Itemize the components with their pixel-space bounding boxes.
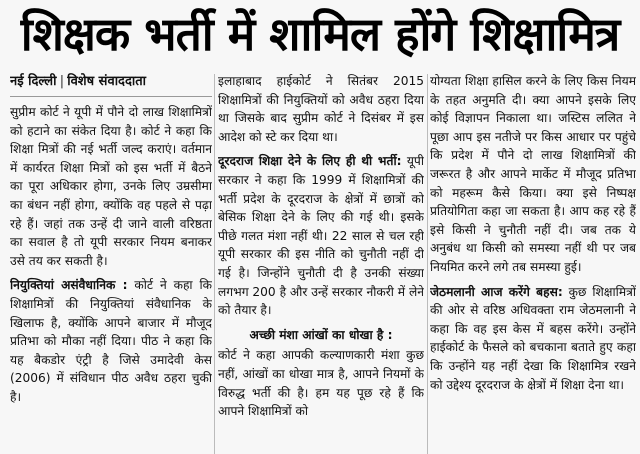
dateline-separator: | bbox=[59, 74, 65, 89]
article-column-2 bbox=[218, 72, 424, 454]
column-divider bbox=[427, 74, 428, 454]
article-column-3 bbox=[430, 72, 636, 454]
paragraph bbox=[218, 152, 424, 319]
column-divider bbox=[214, 74, 215, 454]
paragraph: योग्यता शिक्षा हासिल करने के लिए किस नियम के तहत अनुमति दी। क्या आपने इसके लिए कोई विज्ञापन निकाला था। जस्टिस ललित ने पूछा आप इस नतीजे पर किस आधार पर पहुंचे कि प्रदेश में पौने दो लाख शिक्षामित्रों की जरूरत है और आपने मार्केट में मौजूद प्रतिभा को महरूम कैसे किया। क्या इसे निष्पक्ष प्रतियोगिता कहा जा सकता है। आप कह रहे हैं इसे किसी ने चुनौती नहीं दी। जब तक ये अनुबंध था किसी को समस्या नहीं थी पर जब नियमित करने लगे तब समस्या हुई। bbox=[430, 74, 636, 274]
subheading: जेठमलानी आज करेंगे बहस: bbox=[430, 284, 563, 299]
paragraph bbox=[430, 283, 636, 395]
article-column-1 bbox=[10, 72, 212, 454]
paragraph: इलाहाबाद हाईकोर्ट ने सितंबर 2015 शिक्षामित्रों की नियुक्तियों को अवैध ठहरा दिया था जिसके बाद सुप्रीम कोर्ट ने दिसंबर में इस आदेश को स्टे कर दिया था। bbox=[218, 74, 424, 144]
subheading: अच्छी मंशा आंखों का धोखा है : bbox=[249, 327, 393, 342]
paragraph-text: यूपी सरकार ने कहा कि 1999 में शिक्षामित्रों की भर्ती प्रदेश के दूरदराज के क्षेत्रों में छात्रों को बेसिक शिक्षा देने के लिए की गई थी। इसके पीछे गलत मंशा नहीं थी। 22 साल से चल रही यूपी सरकार की इस नीति को चुनौती नहीं दी गई है। जिन्होंने चुनौती दी है उनकी संख्या लगभग 200 है और उन्हें सरकार नौकरी में लेने को तैयार है। bbox=[218, 154, 424, 318]
paragraph: कोर्ट ने कहा आपकी कल्याणकारी मंशा कुछ नहीं, आंखों का धोखा मात्र है, आपने नियमों के विरुद्ध भर्ती की है। हम यह पूछ रहे हैं कि आपने शिक्षामित्रों को bbox=[218, 348, 424, 419]
subheading: नियुक्तियां असंवैधानिक : bbox=[10, 278, 128, 293]
dateline bbox=[10, 72, 212, 97]
dateline-byline: विशेष संवाददाता bbox=[67, 74, 147, 89]
subheading: दूरदराज शिक्षा देने के लिए ही थी भर्ती: bbox=[218, 154, 402, 169]
paragraph-text: कुछ शिक्षामित्रों की ओर से वरिष्ठ अधिवक्ता राम जेठमलानी ने कहा कि वह इस केस में बहस करेंगे। उन्होंने हाईकोर्ट के फैसले को बचकाना बताते हुए कहा कि उन्होंने यह नहीं देखा कि शिक्षामित्र रखने को उद्देश्य दूरदराज के क्षेत्रों में शिक्षा देना था। bbox=[430, 284, 636, 392]
paragraph-text: कोर्ट ने कहा कि शिक्षामित्रों की नियुक्तियां संवैधानिक के खिलाफ है, क्योंकि आपने बाजार में मौजूद प्रतिभा को मौका नहीं दिया। पीठ ने कहा कि यह बैकडोर एंट्री है जिसे उमादेवी केस (2006) में संविधान पीठ अवैध ठहरा चुकी है। bbox=[10, 278, 212, 404]
paragraph: सुप्रीम कोर्ट ने यूपी में पौने दो लाख शिक्षामित्रों को हटाने का संकेत दिया है। कोर्ट ने कहा कि शिक्षा मित्रों की नई भर्ती जल्द कराएं। वर्तमान में कार्यरत शिक्षा मित्रों को इस भर्ती में बैठने का पूरा अधिकार होगा, उनके लिए उम्रसीमा का बंधन नहीं होगा, क्योंकि वह पहले से पढ़ा रहे हैं। जहां तक उन्हें दी जाने वाली वरिष्ठता का सवाल है तो यूपी सरकार नियम बनाकर उसे तय कर सकती है। bbox=[10, 105, 212, 268]
dateline-place: नई दिल्ली bbox=[10, 74, 57, 89]
headline: शिक्षक भर्ती में शामिल होंगे शिक्षामित्र bbox=[20, 7, 620, 61]
paragraph bbox=[10, 276, 212, 406]
